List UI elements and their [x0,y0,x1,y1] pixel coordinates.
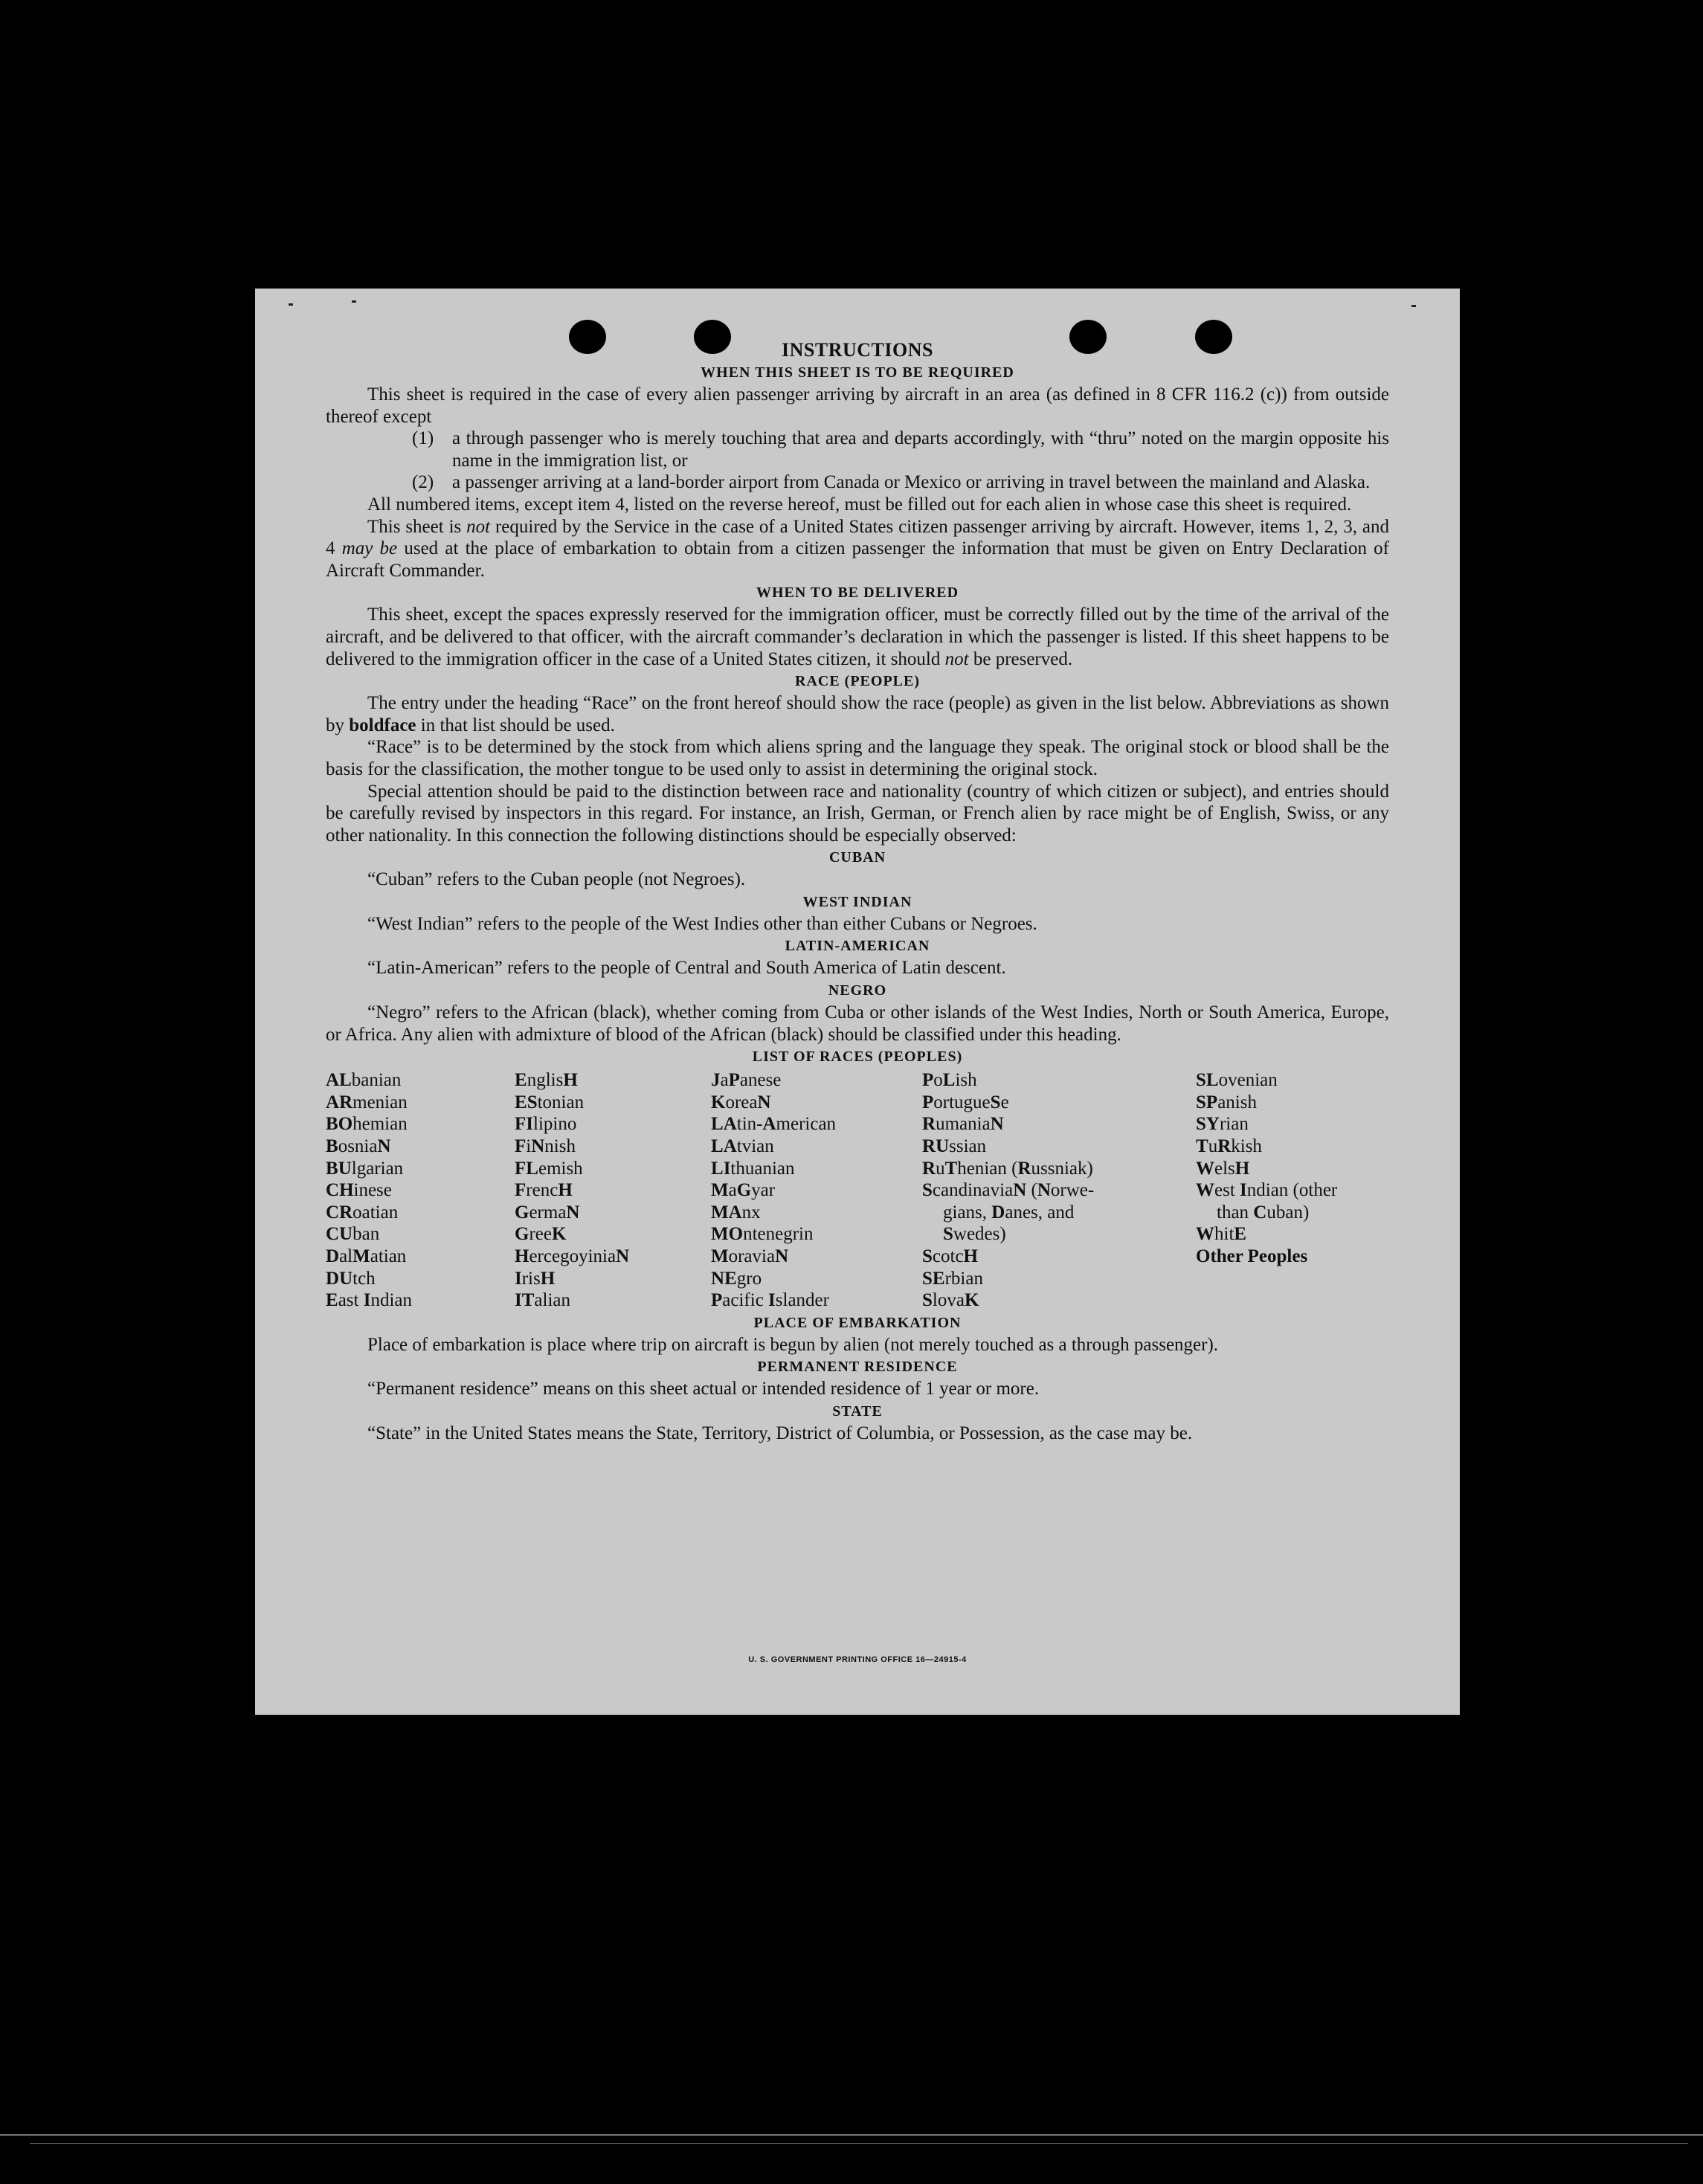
race-entry: DUtch [326,1268,376,1289]
section-heading: NEGRO [828,982,887,999]
race-entry: SYrian [1196,1114,1249,1135]
race-entry: West Indian (other [1196,1180,1338,1201]
race-entry: HercegoyiniaN [515,1246,630,1266]
race-entry: CHinese [326,1180,392,1201]
paragraph: “West Indian” refers to the people of the West Indies other than either Cubans or Negroes. [367,913,1037,934]
race-column [711,1069,922,1312]
race-entry: RumaniaN [922,1114,1004,1135]
section-heading: WEST INDIAN [802,893,912,910]
race-entry: TuRkish [1196,1136,1262,1157]
speck [352,300,356,303]
text-run: in that list should be used. [416,715,615,735]
race-entry: KoreaN [711,1092,771,1112]
film-edge-line [30,2143,1688,2144]
race-list [326,1069,1389,1312]
race-entry: GermaN [515,1202,580,1223]
speck [289,303,293,306]
italic-text: not [944,648,969,669]
race-entry: Pacific Islander [711,1290,829,1311]
race-entry: LAtin-American [711,1114,837,1135]
race-entry: JaPanese [711,1070,782,1091]
printer-imprint: U. S. GOVERNMENT PRINTING OFFICE 16—24915-4 [748,1655,967,1664]
race-entry: RUssian [922,1136,987,1157]
item-text: a through passenger who is merely touching that area and departs accordingly, with “thru” noted on the margin opposite his name in the immigration list, or [452,428,1389,471]
race-entry: BosniaN [326,1136,391,1157]
paragraph: “Cuban” refers to the Cuban people (not Negroes). [367,869,746,890]
page-title: INSTRUCTIONS [782,339,933,361]
race-entry: MaGyar [711,1180,776,1201]
race-entry: ScandinaviaN (Norwe- [922,1180,1095,1201]
section-heading: LATIN-AMERICAN [785,938,930,955]
race-column [1196,1069,1386,1312]
race-entry: RuThenian (Russniak) [922,1158,1093,1179]
text-run: be preserved. [968,648,1073,669]
race-entry-continued: than Cuban) [1217,1202,1310,1223]
race-entry: CRoatian [326,1202,399,1223]
section-heading: PLACE OF EMBARKATION [753,1314,962,1331]
race-entry: FLemish [515,1158,583,1179]
text-run: This sheet, except the spaces expressly reserved for the immigration officer, must be correctly filled out by the time of the arrival of the aircraft, and be delivered to that officer, with the aircraft commander’s declaration in which the passenger is listed. If this sheet happens to be delivered to the immigration officer in the case of a United States citizen, it should [326,605,1389,669]
paragraph: “State” in the United States means the State, Territory, District of Columbia, or Possession, as the case may be. [367,1423,1193,1443]
race-column [326,1069,515,1312]
paragraph: “Permanent residence” means on this sheet actual or intended residence of 1 year or more. [367,1379,1040,1399]
race-entry: MOntenegrin [711,1224,814,1245]
race-entry: EnglisH [515,1070,578,1091]
instructions-content [326,339,1389,1445]
paragraph: Special attention should be paid to the distinction between race and nationality (country of which citizen or subject), and entries should be carefully revised by inspectors in this regard. For instance, an Irish, German, or French alien by race might be of English, Swiss, or any other nationality. In this connection the following distinctions should be especially observed: [326,781,1389,845]
race-entry: CUban [326,1224,380,1245]
race-entry: ALbanian [326,1070,402,1091]
section-heading: CUBAN [828,849,886,866]
race-entry: SPanish [1196,1092,1257,1112]
race-entry: PortugueSe [922,1092,1009,1112]
race-entry: SlovaK [922,1290,979,1311]
paragraph: Place of embarkation is place where trip on aircraft is begun by alien (not merely touched as a through passenger). [367,1334,1219,1355]
race-entry: MAnx [711,1202,761,1223]
italic-text: may be [341,538,398,559]
race-entry: GreeK [515,1224,567,1245]
race-entry: ARmenian [326,1092,408,1112]
race-entry-continued: Swedes) [943,1224,1006,1245]
paragraph: “Negro” refers to the African (black), whether coming from Cuba or other islands of the West Indies, North or South America, Europe, or Africa. Any alien with admixture of blood of the African (black) should be classified under this heading. [326,1002,1389,1045]
race-entry: DalMatian [326,1246,407,1266]
race-entry: LIthuanian [711,1158,795,1179]
race-entry: ScotcH [922,1246,978,1266]
race-entry: MoraviaN [711,1246,789,1266]
section-heading: LIST OF RACES (PEOPLES) [752,1048,963,1066]
paragraph: This sheet is required in the case of every alien passenger arriving by aircraft in an area (as defined in 8 CFR 116.2 (c)) from outside thereof except [326,384,1389,427]
film-edge-line [0,2134,1703,2136]
list-item [326,471,1389,494]
bold-text: boldface [349,715,416,735]
race-entry: SErbian [922,1268,983,1289]
race-entry: BOhemian [326,1114,408,1135]
race-entry: IrisH [515,1268,556,1289]
race-entry: WelsH [1196,1158,1250,1179]
paragraph: “Race” is to be determined by the stock from which aliens spring and the language they speak. The original stock or blood shall be the basis for the classification, the mother tongue to be used only to assist in determining the original stock. [326,737,1389,779]
race-entry: ITalian [515,1290,571,1311]
section-heading: PERMANENT RESIDENCE [757,1359,958,1376]
text-run: required by the Service in the case of a United States citizen passenger arriving by aircraft. However, items 1, 2, 3, and 4 [326,516,1389,559]
text-run: used at the place of embarkation to obtain from a citizen passenger the information that must be given on Entry Declaration of Aircraft Commander. [326,538,1390,581]
race-entry: WhitE [1196,1224,1247,1245]
paragraph: “Latin-American” refers to the people of Central and South America of Latin descent. [367,958,1006,979]
race-entry-continued: gians, Danes, and [943,1202,1075,1223]
race-entry: FiNnish [515,1136,576,1157]
item-number: (2) [412,472,434,493]
race-entry: LAtvian [711,1136,774,1157]
race-entry: PoLish [922,1070,977,1091]
section-heading: STATE [832,1402,883,1420]
paragraph [326,604,1389,670]
paragraph: All numbered items, except item 4, listed on the reverse hereof, must be filled out for each alien in whose case this sheet is required. [367,494,1352,515]
section-heading: WHEN TO BE DELIVERED [756,584,959,602]
race-column [515,1069,711,1312]
race-entry: SLovenian [1196,1070,1278,1091]
item-text: a passenger arriving at a land-border airport from Canada or Mexico or arriving in travel between the mainland and Alaska. [452,472,1371,493]
item-number: (1) [412,428,434,449]
race-column [922,1069,1136,1312]
race-entry: EStonian [515,1092,585,1112]
paragraph [326,692,1389,736]
list-item [326,428,1389,471]
paragraph [326,516,1389,582]
race-entry: Other Peoples [1196,1246,1308,1266]
italic-text: not [466,516,491,537]
document-sheet [255,289,1460,1715]
race-entry: FrencH [515,1180,573,1201]
text-run: The entry under the heading “Race” on the front hereof should show the race (people) as given in the list below. Abbreviations as shown by [326,693,1389,735]
race-entry: FIlipino [515,1114,577,1135]
race-entry: NEgro [711,1268,762,1289]
speck [1411,305,1416,307]
race-entry: East Indian [326,1290,412,1311]
section-heading: WHEN THIS SHEET IS TO BE REQUIRED [701,364,1014,381]
text-run: This sheet is [367,516,467,537]
section-heading: RACE (PEOPLE) [795,673,920,690]
race-entry: BUlgarian [326,1158,404,1179]
